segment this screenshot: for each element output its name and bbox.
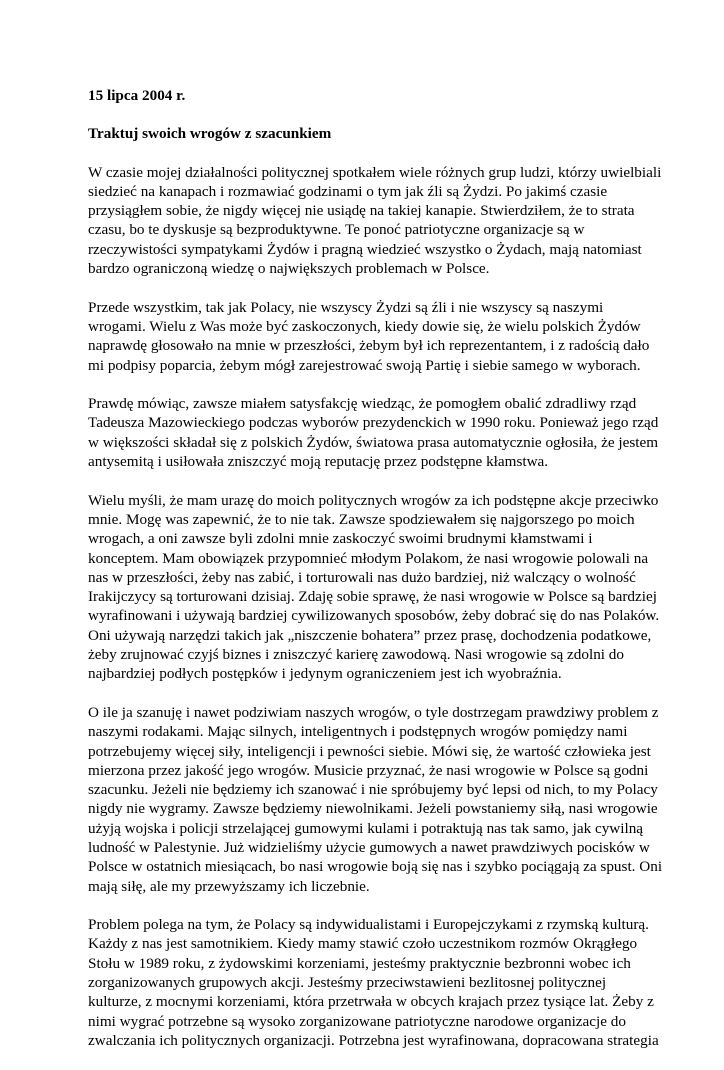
paragraph (88, 491, 660, 684)
text-line: wrogami. Wielu z Was może być zaskoczonych, kiedy dowie się, że wielu polskich Żydów (88, 317, 641, 335)
text-line: Problem polega na tym, że Polacy są indywidualistami i Europejczykami z rzymską kulturą. (88, 916, 649, 934)
text-line: wyrafinowani i używają bardziej cywilizowanych sposobów, żeby dobrać się do nas Polaków. (88, 607, 660, 625)
text-line: O ile ja szanuję i nawet podziwiam naszych wrogów, o tyle dostrzegam prawdziwy problem z (88, 703, 659, 721)
text-line: użyją wojska i policji strzelającej gumowymi kulami i potraktują nas tak samo, jak cywilną (88, 819, 644, 837)
text-line: Stołu w 1989 roku, z żydowskimi korzeniami, jesteśmy praktycznie bezbronni wobec ich (88, 954, 631, 972)
paragraph (88, 163, 662, 279)
text-line: nas w przeszłości, żeby nas zabić, i torturowali nas dużo bardziej, niż walczący o wolność (88, 568, 636, 586)
paragraph (88, 394, 659, 471)
text-line: bardzo ograniczoną wiedzę o największych problemach w Polsce. (88, 260, 490, 278)
document-date: 15 lipca 2004 r. (88, 87, 186, 104)
text-line: antysemitą i usiłowała zniszczyć moją reputację przez podstępne kłamstwa. (88, 453, 549, 471)
text-line: czasu, bo te dyskusje są bezproduktywne. Te ponoć patriotyczne organizacje są w (88, 221, 585, 239)
document-body (88, 86, 663, 1070)
paragraph-list (88, 163, 663, 1051)
paragraph (88, 298, 648, 375)
text-line: Każdy z nas jest samotnikiem. Kiedy mamy stawić czoło uczestnikom rozmów Okrągłego (88, 935, 638, 953)
text-line: mierzona przez jakość jego wrogów. Musicie przyznać, że nasi wrogowie w Polsce są godni (88, 761, 649, 779)
text-line: potrzebujemy więcej siły, inteligencji i pewności siebie. Mówi się, że wartość człowieka jest (88, 742, 651, 760)
text-line: nigdy nie wygramy. Zawsze będziemy niewolnikami. Jeżeli powstaniemy siłą, nasi wrogowie (88, 800, 658, 818)
paragraph (88, 915, 659, 1050)
text-line: ludność w Palestynie. Już widzieliśmy użycie gumowych a nawet prawdziwych pocisków w (88, 838, 650, 856)
text-line: rzeczywistości sympatykami Żydów i pragną wiedzieć wszystko o Żydach, mają natomiast (88, 240, 642, 258)
text-line: Prawdę mówiąc, zawsze miałem satysfakcję wiedząc, że pomogłem obalić zdradliwy rząd (88, 395, 637, 413)
text-line: zorganizowanych grupowych akcji. Jesteśmy przeciwstawieni bezlitosnej politycznej (88, 974, 607, 992)
text-line: kulturze, z mocnymi korzeniami, która przetrwała w obcych krajach przez tysiące lat. Żeby z (88, 993, 654, 1011)
text-line: naprawdę głosowało na mnie w przeszłości, żebym był ich reprezentantem, i z radością dało (88, 337, 650, 355)
text-line: mi podpisy poparcia, żebym mógł zarejestrować swoją Partię i siebie samego w wyborach. (88, 356, 641, 374)
text-line: przysiągłem sobie, że nigdy więcej nie usiądę na takiej kanapie. Stwierdziłem, że to strata (88, 202, 635, 220)
text-line: Wielu myśli, że mam urazę do moich politycznych wrogów za ich podstępne akcje przeciwko (88, 491, 659, 509)
text-line: szacunku. Jeżeli nie będziemy ich szanować i nie spróbujemy być lepsi od nich, to my Polacy (88, 781, 658, 799)
text-line: Polsce w ostatnich miesiącach, bo nasi wrogowie boją się nas i szybko pociągają za spust. Oni (88, 858, 663, 876)
text-line: w większości składał się z polskich Żydów, światowa prasa automatycznie ogłosiła, że jestem (88, 433, 659, 451)
text-line: zwalczania ich politycznych organizacji. Potrzebna jest wyrafinowana, dopracowana strategia (88, 1031, 659, 1049)
text-line: nimi wygrać potrzebne są wysoko zorganizowane patriotyczne narodowe organizacje do (88, 1012, 626, 1030)
text-line: konceptem. Mam obowiązek przypomnieć młodym Polakom, że nasi wrogowie polowali na (88, 549, 649, 567)
text-line: Oni używają narzędzi takich jak „niszczenie bohatera” przez prasę, dochodzenia podatkowe, (88, 626, 652, 644)
text-line: wrogach, a oni zawsze byli zdolni mnie zaskoczyć swoimi brudnymi kłamstwami i (88, 530, 593, 548)
text-line: mnie. Mogę was zapewnić, że to nie tak. Zawsze spodziewałem się najgorszego po moich (88, 510, 635, 528)
document-title: Traktuj swoich wrogów z szacunkiem (88, 125, 332, 143)
text-line: najbardziej podłych postępków i jedynym ograniczeniem jest ich wyobraźnia. (88, 665, 562, 683)
text-line: żeby zrujnować czyjś biznes i zniszczyć karierę zawodową. Nasi wrogowie są zdolni do (88, 646, 624, 664)
text-line: Irakijczycy są torturowani dzisiaj. Zdaję sobie sprawę, że nasi wrogowie w Polsce są bardziej (88, 588, 657, 606)
text-line: mają siłę, ale my przewyższamy ich liczebnie. (88, 877, 370, 895)
paragraph (88, 703, 663, 896)
text-line: W czasie mojej działalności politycznej spotkałem wiele różnych grup ludzi, którzy uwielbiali (88, 163, 662, 181)
text-line: siedzieć na kanapach i rozmawiać godzinami o tym jak źli są Żydzi. Po jakimś czasie (88, 182, 608, 200)
text-line: Przede wszystkim, tak jak Polacy, nie wszyscy Żydzi są źli i nie wszyscy są naszymi (88, 298, 604, 316)
text-line: naszymi rodakami. Mając silnych, inteligentnych i podstępnych wrogów pomiędzy nami (88, 723, 628, 741)
text-line: Tadeusza Mazowieckiego podczas wyborów prezydenckich w 1990 roku. Ponieważ jego rząd (88, 414, 659, 432)
